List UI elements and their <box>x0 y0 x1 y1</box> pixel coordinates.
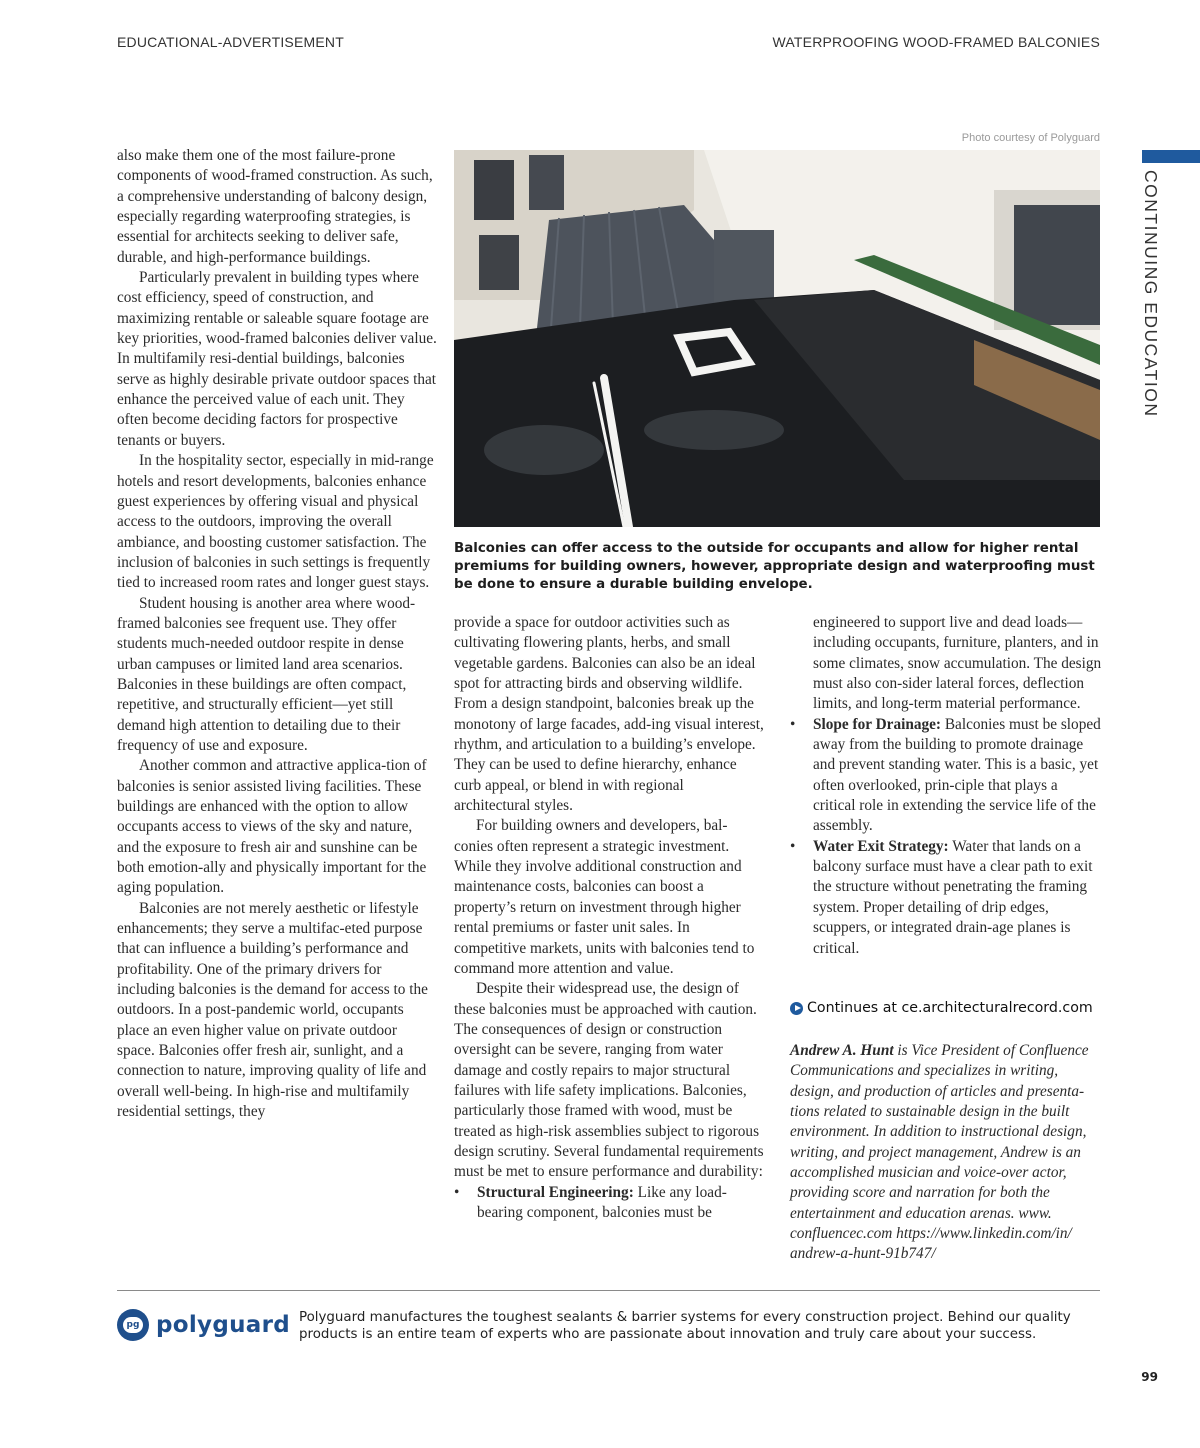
sponsor-blurb: Polyguard manufactures the toughest sealants & barrier systems for every construction project. Behind our quality products is an entire team of experts who are passionate about innovation and truly care about your success. <box>299 1310 1071 1342</box>
paragraph: provide a space for outdoor activities such as cultivating flowering plants, herbs, and small vegetable gardens. Balconies can also be an ideal spot for attracting birds and observing wildlife. From a design standpoint, balconies break up the monotony of large facades, add-ing visual interest, rhythm, and articulation to a building’s envelope. They can be used to define hierarchy, enhance curb appeal, or blend in with regional architectural styles. <box>454 614 764 815</box>
bullet-icon: • <box>790 837 796 855</box>
paragraph: also make them one of the most failure-prone components of wood-framed construction. As such, a comprehensive understanding of balcony design, especially regarding waterproofing strategies, is essential for architects seeking to deliver safe, durable, and high-performance buildings. <box>117 147 433 266</box>
list-item-term: Structural Engineering: <box>477 1183 634 1201</box>
paragraph: For building owners and developers, bal-conies often represent a strategic investment. While they involve additional construction and maintenance costs, balconies can boost a property’s return on investment through higher rental premiums or faster unit sales. In competitive markets, units with balconies tend to command more attention and value. <box>454 817 755 977</box>
requirements-list <box>454 1183 764 1224</box>
list-item <box>790 715 1102 837</box>
bullet-icon: • <box>790 715 796 733</box>
paragraph: Particularly prevalent in building types where cost efficiency, speed of construction, and maximizing rentable or saleable square footage are key priorities, wood-framed balconies deliver value. In multifamily resi-dential buildings, balconies serve as highly desirable private outdoor spaces that enhance the perceived value of each unit. They often become deciding factors for prospective tenants or buyers. <box>117 269 437 449</box>
list-item-text: Water that lands on a balcony surface must have a clear path to exit the structure without penetrating the framing system. Proper detailing of drip edges, scuppers, or integrated drain-age planes is critical. <box>813 837 1093 957</box>
continues-text[interactable]: Continues at ce.architecturalrecord.com <box>807 1000 1093 1016</box>
logo-mark-text: pg <box>123 1317 143 1333</box>
list-item-continuation: engineered to support live and dead loads—including occupants, furniture, planters, and in some climates, snow accumulation. The design must also con-sider lateral forces, deflection limits, and long-term material performance. <box>813 614 1102 713</box>
bullet-icon: • <box>454 1183 460 1201</box>
paragraph: In the hospitality sector, especially in mid-range hotels and resort developments, balconies enhance guest experiences by offering visual and physical access to the outdoors, improving the overall ambiance, and boosting customer satisfaction. The inclusion of balconies in such settings is frequently tied to increased room rates and longer guest stays. <box>117 452 434 592</box>
list-item <box>790 837 1102 959</box>
section-label: CONTINUING EDUCATION <box>1141 170 1161 418</box>
author-name: Andrew A. Hunt <box>790 1042 894 1059</box>
list-item-term: Water Exit Strategy: <box>813 837 949 855</box>
paragraph: Student housing is another area where wood-framed balconies see frequent use. They offer students much-needed outdoor respite in dense urban campuses or limited land area scenarios. Balconies in these buildings are often compact, repetitive, and structurally efficient—yet still demand high attention to detailing due to their frequency of use and exposure. <box>117 594 416 754</box>
polyguard-logo-icon <box>117 1309 149 1341</box>
footer-divider <box>117 1290 1100 1291</box>
list-item-text: Like any load-bearing component, balconies must be <box>477 1183 727 1221</box>
requirements-list-continued <box>790 715 1102 959</box>
article-column-3 <box>790 613 1102 959</box>
photo-caption: Balconies can offer access to the outside for occupants and allow for higher rental premiums for building owners, however, appropriate design and waterproofing must be done to ensure a durable building envelope. <box>454 541 1095 592</box>
author-bio-text: is Vice President of Confluence Communications and specializes in writing, design, and production of articles and presenta-tions related to sustainable design in the built environment. In addition to instructional design, writing, and project management, Andrew is an accomplished musician and voice-over actor, providing score and narration for both the entertainment and education arenas. www. confluencec.com https://www.linkedin.com/in/ andrew-a-hunt-91b747/ <box>790 1042 1089 1263</box>
photo-credit: Photo courtesy of Polyguard <box>961 132 1100 144</box>
continues-link[interactable] <box>790 1000 1093 1016</box>
article-column-1 <box>117 146 437 1123</box>
paragraph: Another common and attractive applica-tion of balconies is senior assisted living facilities. These buildings are enhanced with the option to allow occupants access to views of the sky and nature, and the exposure to fresh air and sunshine can be both emotion-ally and physically important for the aging population. <box>117 757 427 897</box>
balcony-photo-illustration <box>454 150 1100 527</box>
list-item-text: Balconies must be sloped away from the building to promote drainage and prevent standing water. This is a basic, yet often overlooked, prin-ciple that plays a critical role in extending the service life of the assembly. <box>813 715 1101 835</box>
paragraph: Balconies are not merely aesthetic or lifestyle enhancements; they serve a multifac-eted purpose that can influence a building’s performance and profitability. One of the primary drivers for including balconies is the demand for access to the outdoors. In a post-pandemic world, occupants place an even higher value on private outdoor space. Balconies offer fresh air, sunlight, and a connection to nature, improving quality of life and overall well-being. In high-rise and multifamily residential settings, they <box>117 899 428 1121</box>
logo-wordmark: polyguard <box>156 1312 291 1338</box>
section-tab-bar <box>1142 150 1200 163</box>
article-column-2 <box>454 613 764 1223</box>
page-number: 99 <box>1141 1370 1158 1384</box>
paragraph: Despite their widespread use, the design of these balconies must be approached with caution. The consequences of design or construction oversight can be severe, ranging from water damage and costly repairs to major structural failures with life safety implications. Balconies, particularly those framed with wood, must be treated as high-risk assemblies subject to rigorous design scrutiny. Several fundamental requirements must be met to ensure performance and durability: <box>454 980 764 1181</box>
list-item-term: Slope for Drainage: <box>813 715 942 733</box>
balcony-photo <box>454 150 1100 527</box>
running-header-left: EDUCATIONAL-ADVERTISEMENT <box>117 34 344 50</box>
running-header-right: WATERPROOFING WOOD-FRAMED BALCONIES <box>772 34 1100 50</box>
author-bio <box>790 1041 1102 1265</box>
list-item <box>454 1183 764 1224</box>
play-arrow-icon <box>790 1002 803 1015</box>
polyguard-logo <box>117 1309 290 1341</box>
